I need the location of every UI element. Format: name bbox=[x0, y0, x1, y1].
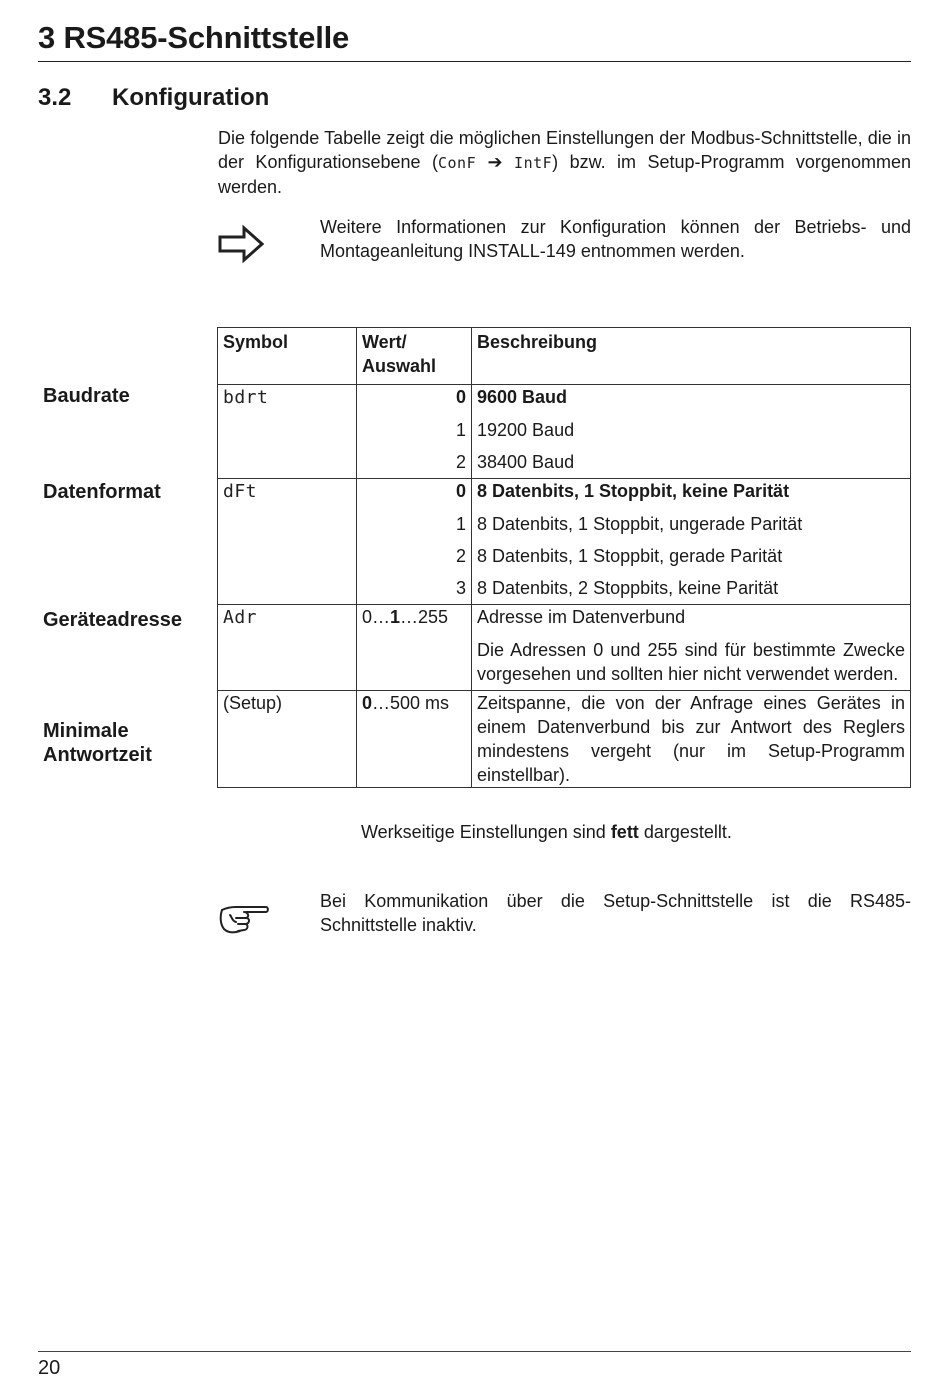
description-cell: 8 Datenbits, 1 Stoppbit, gerade Parität bbox=[472, 536, 911, 568]
symbol-cell: (Setup) bbox=[218, 691, 357, 788]
lcd-adr-symbol: Adr bbox=[223, 607, 258, 628]
header-symbol: Symbol bbox=[218, 328, 357, 385]
table-row bbox=[218, 536, 911, 568]
caption-bold: fett bbox=[610, 822, 639, 842]
menu-arrow: ➔ bbox=[487, 152, 503, 172]
chapter-title: 3 RS485-Schnittstelle bbox=[38, 20, 350, 55]
value-cell: 2 bbox=[357, 536, 472, 568]
value-cell: 2 bbox=[357, 442, 472, 479]
value-default: 1 bbox=[390, 607, 401, 627]
description-cell: Zeitspanne, die von der Anfrage eines Gerätes in einem Datenverbund bis zur Antwort des Reglers mindestens vergeht (nur im Setup-Programm einstellbar). bbox=[472, 691, 911, 788]
footer-rule bbox=[38, 1351, 911, 1352]
header-rule bbox=[38, 61, 911, 62]
section-number: 3.2 bbox=[38, 84, 72, 111]
lcd-conf-symbol: ConF bbox=[437, 154, 477, 172]
table-row bbox=[218, 442, 911, 479]
value-cell: 1 bbox=[357, 410, 472, 442]
table-header-row bbox=[218, 328, 911, 385]
value-cell: 0 bbox=[357, 385, 472, 411]
hint-note: Bei Kommunikation über die Setup-Schnittstelle ist die RS485-Schnittstelle inaktiv. bbox=[320, 891, 911, 935]
row-label-line: Minimale bbox=[43, 720, 129, 742]
intro-text: Die folgende Tabelle zeigt die möglichen Einstellungen der Modbus-Schnittstelle, die in der Konfigurationsebene ( bbox=[218, 128, 911, 172]
value-cell: 1 bbox=[357, 504, 472, 536]
value-cell bbox=[357, 605, 472, 631]
caption-text-end: dargestellt. bbox=[638, 822, 732, 842]
description-cell: Adresse im Datenverbund bbox=[472, 605, 911, 631]
header-value-line: Auswahl bbox=[362, 356, 437, 376]
lcd-dft-symbol: dFt bbox=[223, 481, 258, 502]
description-cell: Die Adressen 0 und 255 sind für bestimmte Zwecke vorgesehen und sollten hier nicht verwendet werden. bbox=[472, 630, 911, 691]
value-range: …500 ms bbox=[372, 693, 450, 713]
caption-text: Werkseitige Einstellungen sind bbox=[361, 822, 611, 842]
config-table bbox=[217, 327, 911, 788]
row-label-baudrate: Baudrate bbox=[43, 385, 130, 407]
table-row bbox=[218, 630, 911, 691]
header-value bbox=[357, 328, 472, 385]
header-value-line: Wert/ bbox=[362, 332, 407, 352]
description-cell: 8 Datenbits, 2 Stoppbits, keine Parität bbox=[472, 568, 911, 605]
value-cell: 0 bbox=[357, 479, 472, 505]
section-title: Konfiguration bbox=[112, 84, 270, 111]
value-cell bbox=[357, 691, 472, 788]
description-cell: 9600 Baud bbox=[472, 385, 911, 411]
lcd-intf-symbol: IntF bbox=[514, 154, 553, 172]
intro-text-end: ) bzw. im Setup-Programm vorgenommen werden. bbox=[218, 152, 911, 197]
description-cell: 8 Datenbits, 1 Stoppbit, keine Parität bbox=[472, 479, 911, 505]
page-number: 20 bbox=[38, 1357, 61, 1379]
row-label-line: Antwortzeit bbox=[43, 744, 152, 766]
description-cell: 8 Datenbits, 1 Stoppbit, ungerade Parität bbox=[472, 504, 911, 536]
pointing-hand-icon bbox=[216, 902, 270, 936]
description-cell: 38400 Baud bbox=[472, 442, 911, 479]
description-cell: 19200 Baud bbox=[472, 410, 911, 442]
table-row bbox=[218, 504, 911, 536]
intro-paragraph bbox=[218, 126, 911, 199]
header-description: Beschreibung bbox=[472, 328, 911, 385]
value-cell: 3 bbox=[357, 568, 472, 605]
row-label-antwortzeit bbox=[43, 719, 152, 767]
value-min: 0… bbox=[362, 607, 391, 627]
table-caption bbox=[361, 820, 732, 844]
lcd-symbol bbox=[218, 385, 357, 411]
section-heading bbox=[38, 84, 269, 112]
table-row bbox=[218, 605, 911, 631]
table-row bbox=[218, 385, 911, 411]
value-max: …255 bbox=[400, 607, 449, 627]
table-row bbox=[218, 568, 911, 605]
lcd-bdrt-symbol: bdrt bbox=[223, 387, 269, 408]
table-row bbox=[218, 691, 911, 788]
lcd-symbol bbox=[218, 605, 357, 631]
row-label-geraeteadresse: Geräteadresse bbox=[43, 609, 182, 631]
table-row bbox=[218, 410, 911, 442]
value-default: 0 bbox=[362, 693, 373, 713]
table-row bbox=[218, 479, 911, 505]
lcd-symbol bbox=[218, 479, 357, 505]
info-note: Weitere Informationen zur Konfiguration können der Betriebs- und Montageanleitung INSTALL-149 entnommen werden. bbox=[320, 217, 911, 261]
row-label-datenformat: Datenformat bbox=[43, 481, 161, 503]
arrow-outline-right-icon bbox=[218, 224, 264, 264]
